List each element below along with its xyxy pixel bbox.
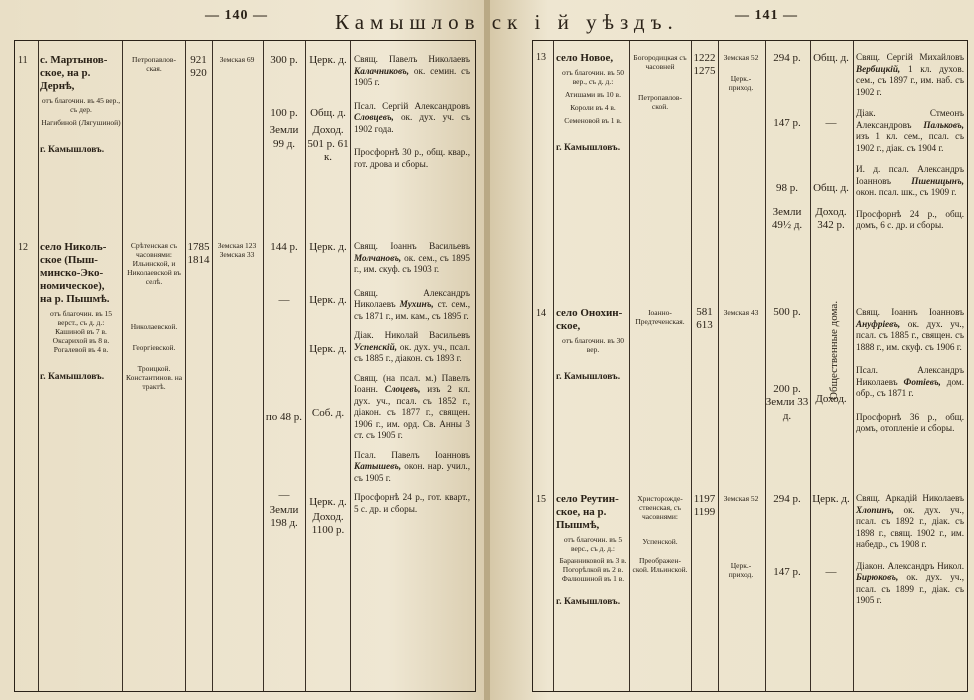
village: Баранниковой въ 3 в. [559, 555, 627, 565]
housing [810, 493, 852, 579]
population-female: 1814 [187, 253, 210, 266]
salary-value: 147 р. [773, 566, 801, 579]
housing-value: Общ. д. [310, 107, 346, 120]
income: Доход. 1100 р. [311, 510, 345, 537]
distance: отъ благочин. въ 30 вер. [562, 335, 624, 354]
school [719, 53, 763, 92]
clergy-entry: Просфорнѣ 24 р., гот. кварт., 5 с. др. и сборы. [354, 492, 470, 514]
parish-location [40, 241, 122, 383]
chapel: Петропавлов- ской. [638, 93, 682, 111]
parish-location [40, 54, 122, 156]
entry-number: 15 [536, 494, 546, 505]
school: Земская 123 Земская 33 [217, 241, 257, 259]
parish-location [556, 52, 630, 154]
salary-value: 300 р. [270, 54, 298, 66]
clergy-entry: Просфорнѣ 36 р., общ. домъ, отопленіе и сборы. [856, 411, 964, 433]
housing-value: Соб. д. [311, 406, 345, 419]
column-rule [122, 41, 123, 691]
population-male: 581 [696, 306, 713, 318]
school-parish: Церк.-приход. [728, 561, 754, 579]
place-name: село Николь- [40, 241, 107, 253]
clergy-entry: Просфорнѣ 30 р., общ. квар., гот. дрова и сборы. [354, 147, 470, 169]
village: Фалюшиной въ 1 в. [561, 573, 625, 583]
clergy-list [354, 54, 470, 170]
place-name: ское, [556, 319, 581, 332]
church-name: Петропавлов- ская. [132, 55, 176, 73]
population [185, 54, 212, 79]
salary-value: 98 р. [776, 182, 798, 195]
column-rule [691, 41, 692, 691]
column-rule [38, 41, 39, 691]
school-parish: Церк.-приход. [728, 74, 754, 92]
salary-value: 144 р. [270, 241, 298, 253]
clergy-entry: Свящ. Павелъ Николаевъ Калачниковъ, ок. семин. съ 1905 г. [354, 54, 470, 87]
church-main: Срѣтенская съ часовнями: Ильинской, и Николаевской въ селѣ. [127, 241, 181, 286]
clergy-entry: Діакон. Александръ Никол. Бирюковъ, ок. дух. уч., псал. съ 1899 г., діак. съ 1905 г. [856, 560, 965, 605]
post-office: г. Камышловъ. [556, 371, 621, 382]
entry-number: 14 [536, 308, 546, 319]
clergy-entry: Свящ. Іоаннъ Іоанновъ Ануфріевъ, ок. дух. уч., псал. съ 1885 г., священ. съ 1888 г., им. скуф. съ 1906 г. [856, 307, 964, 352]
income: Доход. 501 р. 61 к. [307, 124, 349, 163]
clergy-entry: Псал. Александръ Николаевъ Фотіевъ, дом. обр., съ 1871 г. [856, 365, 964, 398]
clergy-entry: Псал. Павелъ Іоанновъ Катышевъ, окон. нар. учил., съ 1905 г. [354, 449, 471, 483]
chapel: Преображен- ской. Ильинской. [632, 556, 688, 574]
village: Атишами въ 10 в. [565, 89, 621, 99]
clergy-list [354, 241, 470, 515]
running-title: Камышлов ск і й уѣздъ. [335, 10, 679, 34]
clergy-entry: Свящ. Сергій Михайловъ Вербицкій, 1 кл. духов. сем., съ 1897 г., им. наб. съ 1902 г. [856, 52, 965, 97]
housing-value: Церк. д. [309, 495, 347, 508]
salary [765, 52, 809, 232]
place-name: ское, на р. [556, 505, 607, 518]
housing-value: — [825, 566, 837, 579]
place-name: минско-Эко- [40, 266, 104, 279]
income: Доход. [815, 393, 847, 405]
salary [263, 241, 305, 530]
column-rule [212, 41, 213, 691]
village: Короли въ 4 в. [570, 102, 616, 112]
village: Оксарихой въ 8 в. [52, 335, 110, 345]
clergy-entry: Свящ. Александръ Николаевъ Мухинъ, ст. сем., съ 1871 г., им. кам., съ 1895 г. [354, 287, 471, 321]
population-male: 921 [190, 54, 207, 66]
column-rule [350, 41, 351, 691]
housing-value: Общ. д. [813, 182, 849, 195]
chapel: Николаевской. [130, 322, 178, 331]
school: Земская 43 [723, 308, 759, 317]
village: Семеновой въ 1 в. [564, 115, 622, 125]
housing-value: Церк. д. [309, 241, 347, 253]
land: Земли 33 д. [765, 396, 809, 422]
clergy-entry: Просфорнѣ 24 р., общ. домъ, 6 с. др. и сборы. [856, 208, 964, 230]
housing-value: Церк. д. [309, 343, 347, 356]
village: Погорѣлкой въ 2 в. [562, 564, 624, 574]
post-office: г. Камышловъ. [556, 142, 621, 153]
clergy-entry: Свящ. Аркадій Николаевъ Хлопинъ, ок. дух. уч., псал. съ 1892 г., діак. съ 1898 г., свящ. 1902 г., им. набедр., съ 1908 г. [856, 493, 964, 549]
place-name: с. Мартынов- [40, 54, 108, 66]
population [691, 493, 718, 518]
place-name: на р. Пышмѣ. [40, 292, 110, 305]
school: Земская 69 [219, 55, 255, 64]
left-page-number: — 140 — [205, 8, 268, 23]
column-rule [553, 41, 554, 691]
land: Земли 198 д. [269, 503, 299, 529]
place-name: село Новое, [556, 52, 614, 64]
place-name: Дернѣ, [40, 79, 75, 92]
entry-number: 13 [536, 52, 546, 63]
church-name: Іоанно-Предтеченская. [635, 308, 685, 326]
clergy-entry: Свящ. Іоаннъ Васильевъ Молчановъ, ок. сем., съ 1895 г., им. скуф. съ 1903 г. [354, 241, 471, 274]
school-zemstvo: Земская 52 [723, 53, 759, 62]
land: Земли 49½ д. [771, 205, 803, 231]
post-office: г. Камышловъ. [40, 144, 105, 155]
clergy-entry: Свящ. (на псал. м.) Павелъ Іоанн. Слоцевъ, изъ 2 кл. дух. уч., псал. съ 1852 г., діакон. съ 1877 г., священ. 1906 г., им. орд. Св. Анны 3 ст. съ 1905 г. [354, 372, 471, 440]
salary [765, 306, 809, 423]
population-male: 1222 [693, 52, 716, 64]
church-main: Богородицкая съ часовней [633, 53, 687, 71]
salary [765, 493, 809, 579]
place-name: село Реутин- [556, 493, 619, 505]
column-rule [185, 41, 186, 691]
post-office: г. Камышловъ. [556, 596, 621, 607]
place-name: ское (Пыш- [40, 253, 98, 266]
income: Доход. 342 р. [815, 205, 847, 231]
housing-value: Церк. д. [309, 294, 347, 307]
church-name [630, 53, 690, 111]
entry-number: 12 [18, 242, 28, 253]
place-name: Пышмѣ, [556, 518, 600, 531]
church-main: Христорожде- ственская, съ часовнями: [637, 494, 683, 521]
clergy-entry: Псал. Сергій Александровъ Словцевъ, ок. дух. уч. съ 1902 года. [354, 100, 471, 134]
chapel: Георгіевской. [132, 343, 176, 352]
church-name [124, 241, 184, 391]
housing-value: Церк. д. [812, 493, 850, 505]
column-rule [853, 41, 854, 691]
housing [306, 241, 350, 537]
population-male: 1785 [187, 241, 210, 253]
population-female: 613 [696, 318, 713, 331]
clergy-list [856, 307, 964, 435]
population-female: 920 [190, 66, 207, 79]
parish-location [556, 493, 630, 608]
place-name: ское, на р. [40, 66, 91, 79]
population [185, 241, 212, 266]
school-zemstvo: Земская 52 [723, 494, 759, 503]
distance: отъ благочин. въ 5 верс., съ д. д.: [563, 534, 623, 553]
distance: отъ благочин. въ 50 вер., съ д. д.: [562, 67, 624, 86]
entry-number: 11 [18, 55, 28, 66]
village: Кашиной въ 7 в. [55, 326, 107, 336]
chapel: Успенской. [642, 537, 678, 546]
clergy-entry: Діак. Стмеонъ Александровъ Пальковъ, изъ 1 кл. сем., псал. съ 1902 г., діак. съ 1904 г. [856, 108, 964, 153]
salary-value: по 48 р. [265, 411, 303, 424]
distance: отъ благочин. въ 45 вер., съ дер. [41, 95, 121, 114]
salary-value: 147 р. [773, 117, 801, 130]
clergy-list [856, 52, 964, 232]
housing [810, 52, 852, 232]
population-female: 1275 [693, 64, 716, 77]
salary [263, 54, 305, 151]
housing-value: Церк. д. [309, 54, 347, 66]
distance: отъ благочин. въ 15 верст., съ д. д.: [50, 308, 112, 327]
housing [306, 54, 350, 164]
place-name: село Онохин- [556, 307, 623, 319]
housing-value: — [825, 117, 837, 130]
place-name: номическое), [40, 279, 105, 292]
church-name [630, 494, 690, 574]
salary-value: 200 р. [773, 383, 801, 396]
clergy-entry: И. д. псал. Александръ Іоанновъ Пшеницынъ, окон. псал. шк., съ 1909 г. [856, 164, 964, 197]
population [691, 52, 718, 77]
land: Земли 99 д. [269, 124, 299, 150]
salary-value: — [278, 488, 290, 501]
village: Нагибиной (Лягушиной) [41, 117, 121, 127]
parish-location [556, 307, 630, 383]
salary-value: — [278, 294, 290, 307]
right-page-number: — 141 — [735, 8, 798, 23]
village: Рогалевой въ 4 в. [53, 344, 109, 354]
housing-value: Общ. д. [813, 52, 849, 64]
population [691, 306, 718, 331]
population-female: 1199 [693, 505, 716, 518]
post-office: г. Камышловъ. [40, 371, 105, 382]
salary-value: 294 р. [773, 493, 801, 505]
housing-rotated: Общественные дома. [828, 300, 840, 400]
population-male: 1197 [693, 493, 716, 505]
salary-value: 500 р. [773, 306, 801, 318]
salary-value: 100 р. [270, 107, 298, 120]
salary-value: 294 р. [773, 52, 801, 64]
column-rule [718, 41, 719, 691]
clergy-list [856, 493, 964, 607]
clergy-entry: Діак. Николай Васильевъ Успенскій, ок. дух. уч., псал. съ 1885 г., діакон. съ 1893 г. [354, 330, 470, 363]
school [719, 494, 763, 579]
chapel: Троицкой. Константинов. на трактѣ. [125, 364, 183, 391]
